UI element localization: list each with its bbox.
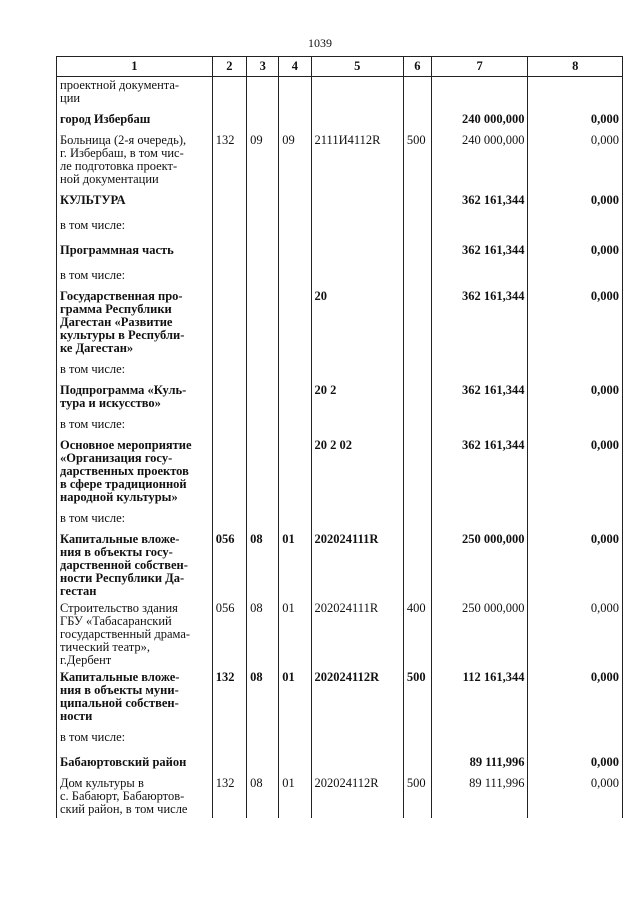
row-section: 132 xyxy=(212,669,246,725)
row-target-article: 202024111R xyxy=(311,531,403,600)
row-amount-2019: 240 000,000 xyxy=(431,132,528,188)
row-subsection xyxy=(247,213,279,238)
row-expense-type: 500 xyxy=(403,132,431,188)
row-subsection xyxy=(247,750,279,775)
row-subsubsection xyxy=(279,506,311,531)
row-subsection xyxy=(247,725,279,750)
row-amount-2020: 0,000 xyxy=(528,437,623,506)
row-subsubsection: 01 xyxy=(279,531,311,600)
row-expense-type xyxy=(403,750,431,775)
row-name: в том числе: xyxy=(57,213,213,238)
row-target-article: 20 2 xyxy=(311,382,403,412)
row-target-article xyxy=(311,238,403,263)
row-section xyxy=(212,725,246,750)
row-name: Подпрограмма «Куль- тура и искусство» xyxy=(57,382,213,412)
row-subsection xyxy=(247,506,279,531)
row-target-article xyxy=(311,107,403,132)
row-expense-type xyxy=(403,107,431,132)
row-amount-2019 xyxy=(431,263,528,288)
row-amount-2019: 362 161,344 xyxy=(431,238,528,263)
row-amount-2020 xyxy=(528,77,623,108)
row-amount-2019 xyxy=(431,412,528,437)
row-expense-type: 500 xyxy=(403,775,431,818)
row-section xyxy=(212,77,246,108)
row-section xyxy=(212,238,246,263)
row-subsubsection: 01 xyxy=(279,775,311,818)
row-section xyxy=(212,506,246,531)
table-row xyxy=(57,750,623,775)
row-target-article: 202024112R xyxy=(311,669,403,725)
row-section xyxy=(212,382,246,412)
row-section xyxy=(212,107,246,132)
row-expense-type xyxy=(403,725,431,750)
table-row xyxy=(57,188,623,213)
row-subsection: 08 xyxy=(247,600,279,669)
row-amount-2019: 362 161,344 xyxy=(431,437,528,506)
row-subsection xyxy=(247,412,279,437)
row-subsubsection xyxy=(279,263,311,288)
row-subsection xyxy=(247,382,279,412)
row-subsubsection xyxy=(279,288,311,357)
row-subsection xyxy=(247,437,279,506)
row-amount-2019: 240 000,000 xyxy=(431,107,528,132)
row-section xyxy=(212,412,246,437)
row-amount-2020: 0,000 xyxy=(528,669,623,725)
row-subsection xyxy=(247,77,279,108)
table-row xyxy=(57,107,623,132)
row-amount-2020: 0,000 xyxy=(528,188,623,213)
row-subsubsection xyxy=(279,77,311,108)
row-subsection xyxy=(247,107,279,132)
table-row xyxy=(57,213,623,238)
row-name: в том числе: xyxy=(57,725,213,750)
table-body xyxy=(57,77,623,819)
row-amount-2019: 112 161,344 xyxy=(431,669,528,725)
row-name: в том числе: xyxy=(57,263,213,288)
row-section xyxy=(212,263,246,288)
table-row xyxy=(57,669,623,725)
row-section xyxy=(212,288,246,357)
row-section: 132 xyxy=(212,132,246,188)
row-target-article xyxy=(311,77,403,108)
row-name: Программная часть xyxy=(57,238,213,263)
table-row xyxy=(57,357,623,382)
row-subsubsection: 01 xyxy=(279,600,311,669)
row-section xyxy=(212,213,246,238)
row-section: 056 xyxy=(212,531,246,600)
row-name: Строительство здания ГБУ «Табасаранский государственный драма- тический театр», г.Дербент xyxy=(57,600,213,669)
row-target-article: 20 xyxy=(311,288,403,357)
row-subsection xyxy=(247,288,279,357)
row-amount-2019 xyxy=(431,77,528,108)
header-col-6: 6 xyxy=(403,57,431,77)
row-expense-type xyxy=(403,263,431,288)
page-number: 1039 xyxy=(308,36,332,50)
table-row xyxy=(57,263,623,288)
row-amount-2020: 0,000 xyxy=(528,238,623,263)
row-subsection: 08 xyxy=(247,669,279,725)
row-amount-2019 xyxy=(431,725,528,750)
row-name: Дом культуры в с. Бабаюрт, Бабаюртов- ский район, в том числе xyxy=(57,775,213,818)
row-amount-2020: 0,000 xyxy=(528,775,623,818)
table-row xyxy=(57,77,623,108)
row-amount-2020 xyxy=(528,506,623,531)
row-subsubsection: 09 xyxy=(279,132,311,188)
row-target-article xyxy=(311,725,403,750)
row-expense-type xyxy=(403,77,431,108)
row-name: в том числе: xyxy=(57,506,213,531)
row-amount-2019: 250 000,000 xyxy=(431,600,528,669)
row-subsubsection xyxy=(279,107,311,132)
header-col-3: 3 xyxy=(247,57,279,77)
row-name: Основное мероприятие «Организация госу- дарственных проектов в сфере традиционной народной культуры» xyxy=(57,437,213,506)
row-subsection: 08 xyxy=(247,531,279,600)
row-subsection xyxy=(247,263,279,288)
row-expense-type: 400 xyxy=(403,600,431,669)
row-expense-type xyxy=(403,412,431,437)
table-row xyxy=(57,238,623,263)
row-target-article xyxy=(311,506,403,531)
row-name: город Избербаш xyxy=(57,107,213,132)
row-amount-2020 xyxy=(528,725,623,750)
table-row xyxy=(57,382,623,412)
row-expense-type xyxy=(403,238,431,263)
budget-table xyxy=(56,56,623,818)
row-target-article xyxy=(311,750,403,775)
row-subsubsection xyxy=(279,412,311,437)
row-amount-2019: 362 161,344 xyxy=(431,188,528,213)
row-section xyxy=(212,437,246,506)
row-amount-2020: 0,000 xyxy=(528,132,623,188)
row-target-article xyxy=(311,263,403,288)
header-col-5: 5 xyxy=(311,57,403,77)
row-subsubsection xyxy=(279,750,311,775)
row-target-article xyxy=(311,357,403,382)
row-subsubsection: 01 xyxy=(279,669,311,725)
row-subsection: 08 xyxy=(247,775,279,818)
row-target-article xyxy=(311,412,403,437)
table-row xyxy=(57,600,623,669)
table-row xyxy=(57,725,623,750)
row-section: 056 xyxy=(212,600,246,669)
row-subsubsection xyxy=(279,238,311,263)
row-subsubsection xyxy=(279,437,311,506)
row-amount-2019: 89 111,996 xyxy=(431,750,528,775)
row-name: в том числе: xyxy=(57,412,213,437)
row-amount-2019: 362 161,344 xyxy=(431,382,528,412)
row-amount-2019: 362 161,344 xyxy=(431,288,528,357)
row-section: 132 xyxy=(212,775,246,818)
row-name: проектной документа- ции xyxy=(57,77,213,108)
row-subsubsection xyxy=(279,382,311,412)
row-amount-2020: 0,000 xyxy=(528,600,623,669)
row-amount-2019 xyxy=(431,213,528,238)
table-row xyxy=(57,775,623,818)
row-amount-2020: 0,000 xyxy=(528,750,623,775)
header-col-4: 4 xyxy=(279,57,311,77)
row-amount-2020 xyxy=(528,263,623,288)
row-expense-type xyxy=(403,531,431,600)
row-amount-2019: 250 000,000 xyxy=(431,531,528,600)
row-expense-type xyxy=(403,382,431,412)
row-amount-2019 xyxy=(431,357,528,382)
row-amount-2020: 0,000 xyxy=(528,531,623,600)
row-subsubsection xyxy=(279,213,311,238)
table-row xyxy=(57,412,623,437)
table-row xyxy=(57,531,623,600)
row-expense-type xyxy=(403,437,431,506)
row-amount-2020: 0,000 xyxy=(528,382,623,412)
row-expense-type xyxy=(403,288,431,357)
table-row xyxy=(57,132,623,188)
row-name: Больница (2-я очередь), г. Избербаш, в том чис- ле подготовка проект- ной документации xyxy=(57,132,213,188)
row-expense-type: 500 xyxy=(403,669,431,725)
row-amount-2020 xyxy=(528,357,623,382)
row-expense-type xyxy=(403,506,431,531)
row-name: Капитальные вложе- ния в объекты муни- ципальной собствен- ности xyxy=(57,669,213,725)
row-subsection: 09 xyxy=(247,132,279,188)
row-name: Бабаюртовский район xyxy=(57,750,213,775)
table-header xyxy=(57,57,623,77)
row-subsection xyxy=(247,357,279,382)
row-amount-2020 xyxy=(528,213,623,238)
row-name: Капитальные вложе- ния в объекты госу- дарственной собствен- ности Республики Да- гестан xyxy=(57,531,213,600)
row-subsubsection xyxy=(279,188,311,213)
row-section xyxy=(212,750,246,775)
row-expense-type xyxy=(403,357,431,382)
header-col-2: 2 xyxy=(212,57,246,77)
header-col-8: 8 xyxy=(528,57,623,77)
row-name: в том числе: xyxy=(57,357,213,382)
row-amount-2019 xyxy=(431,506,528,531)
row-expense-type xyxy=(403,188,431,213)
header-col-7: 7 xyxy=(431,57,528,77)
row-amount-2020 xyxy=(528,412,623,437)
row-subsection xyxy=(247,238,279,263)
row-amount-2020: 0,000 xyxy=(528,288,623,357)
row-target-article xyxy=(311,213,403,238)
row-subsection xyxy=(247,188,279,213)
row-target-article: 202024111R xyxy=(311,600,403,669)
row-target-article: 2111И4112R xyxy=(311,132,403,188)
row-section xyxy=(212,188,246,213)
row-name: КУЛЬТУРА xyxy=(57,188,213,213)
header-col-1: 1 xyxy=(57,57,213,77)
row-subsubsection xyxy=(279,725,311,750)
row-expense-type xyxy=(403,213,431,238)
row-target-article: 20 2 02 xyxy=(311,437,403,506)
row-section xyxy=(212,357,246,382)
row-target-article xyxy=(311,188,403,213)
row-amount-2020: 0,000 xyxy=(528,107,623,132)
row-name: Государственная про- грамма Республики Дагестан «Развитие культуры в Республи- ке Дагестан» xyxy=(57,288,213,357)
row-amount-2019: 89 111,996 xyxy=(431,775,528,818)
table-row xyxy=(57,288,623,357)
table-row xyxy=(57,437,623,506)
row-subsubsection xyxy=(279,357,311,382)
row-target-article: 202024112R xyxy=(311,775,403,818)
table-row xyxy=(57,506,623,531)
